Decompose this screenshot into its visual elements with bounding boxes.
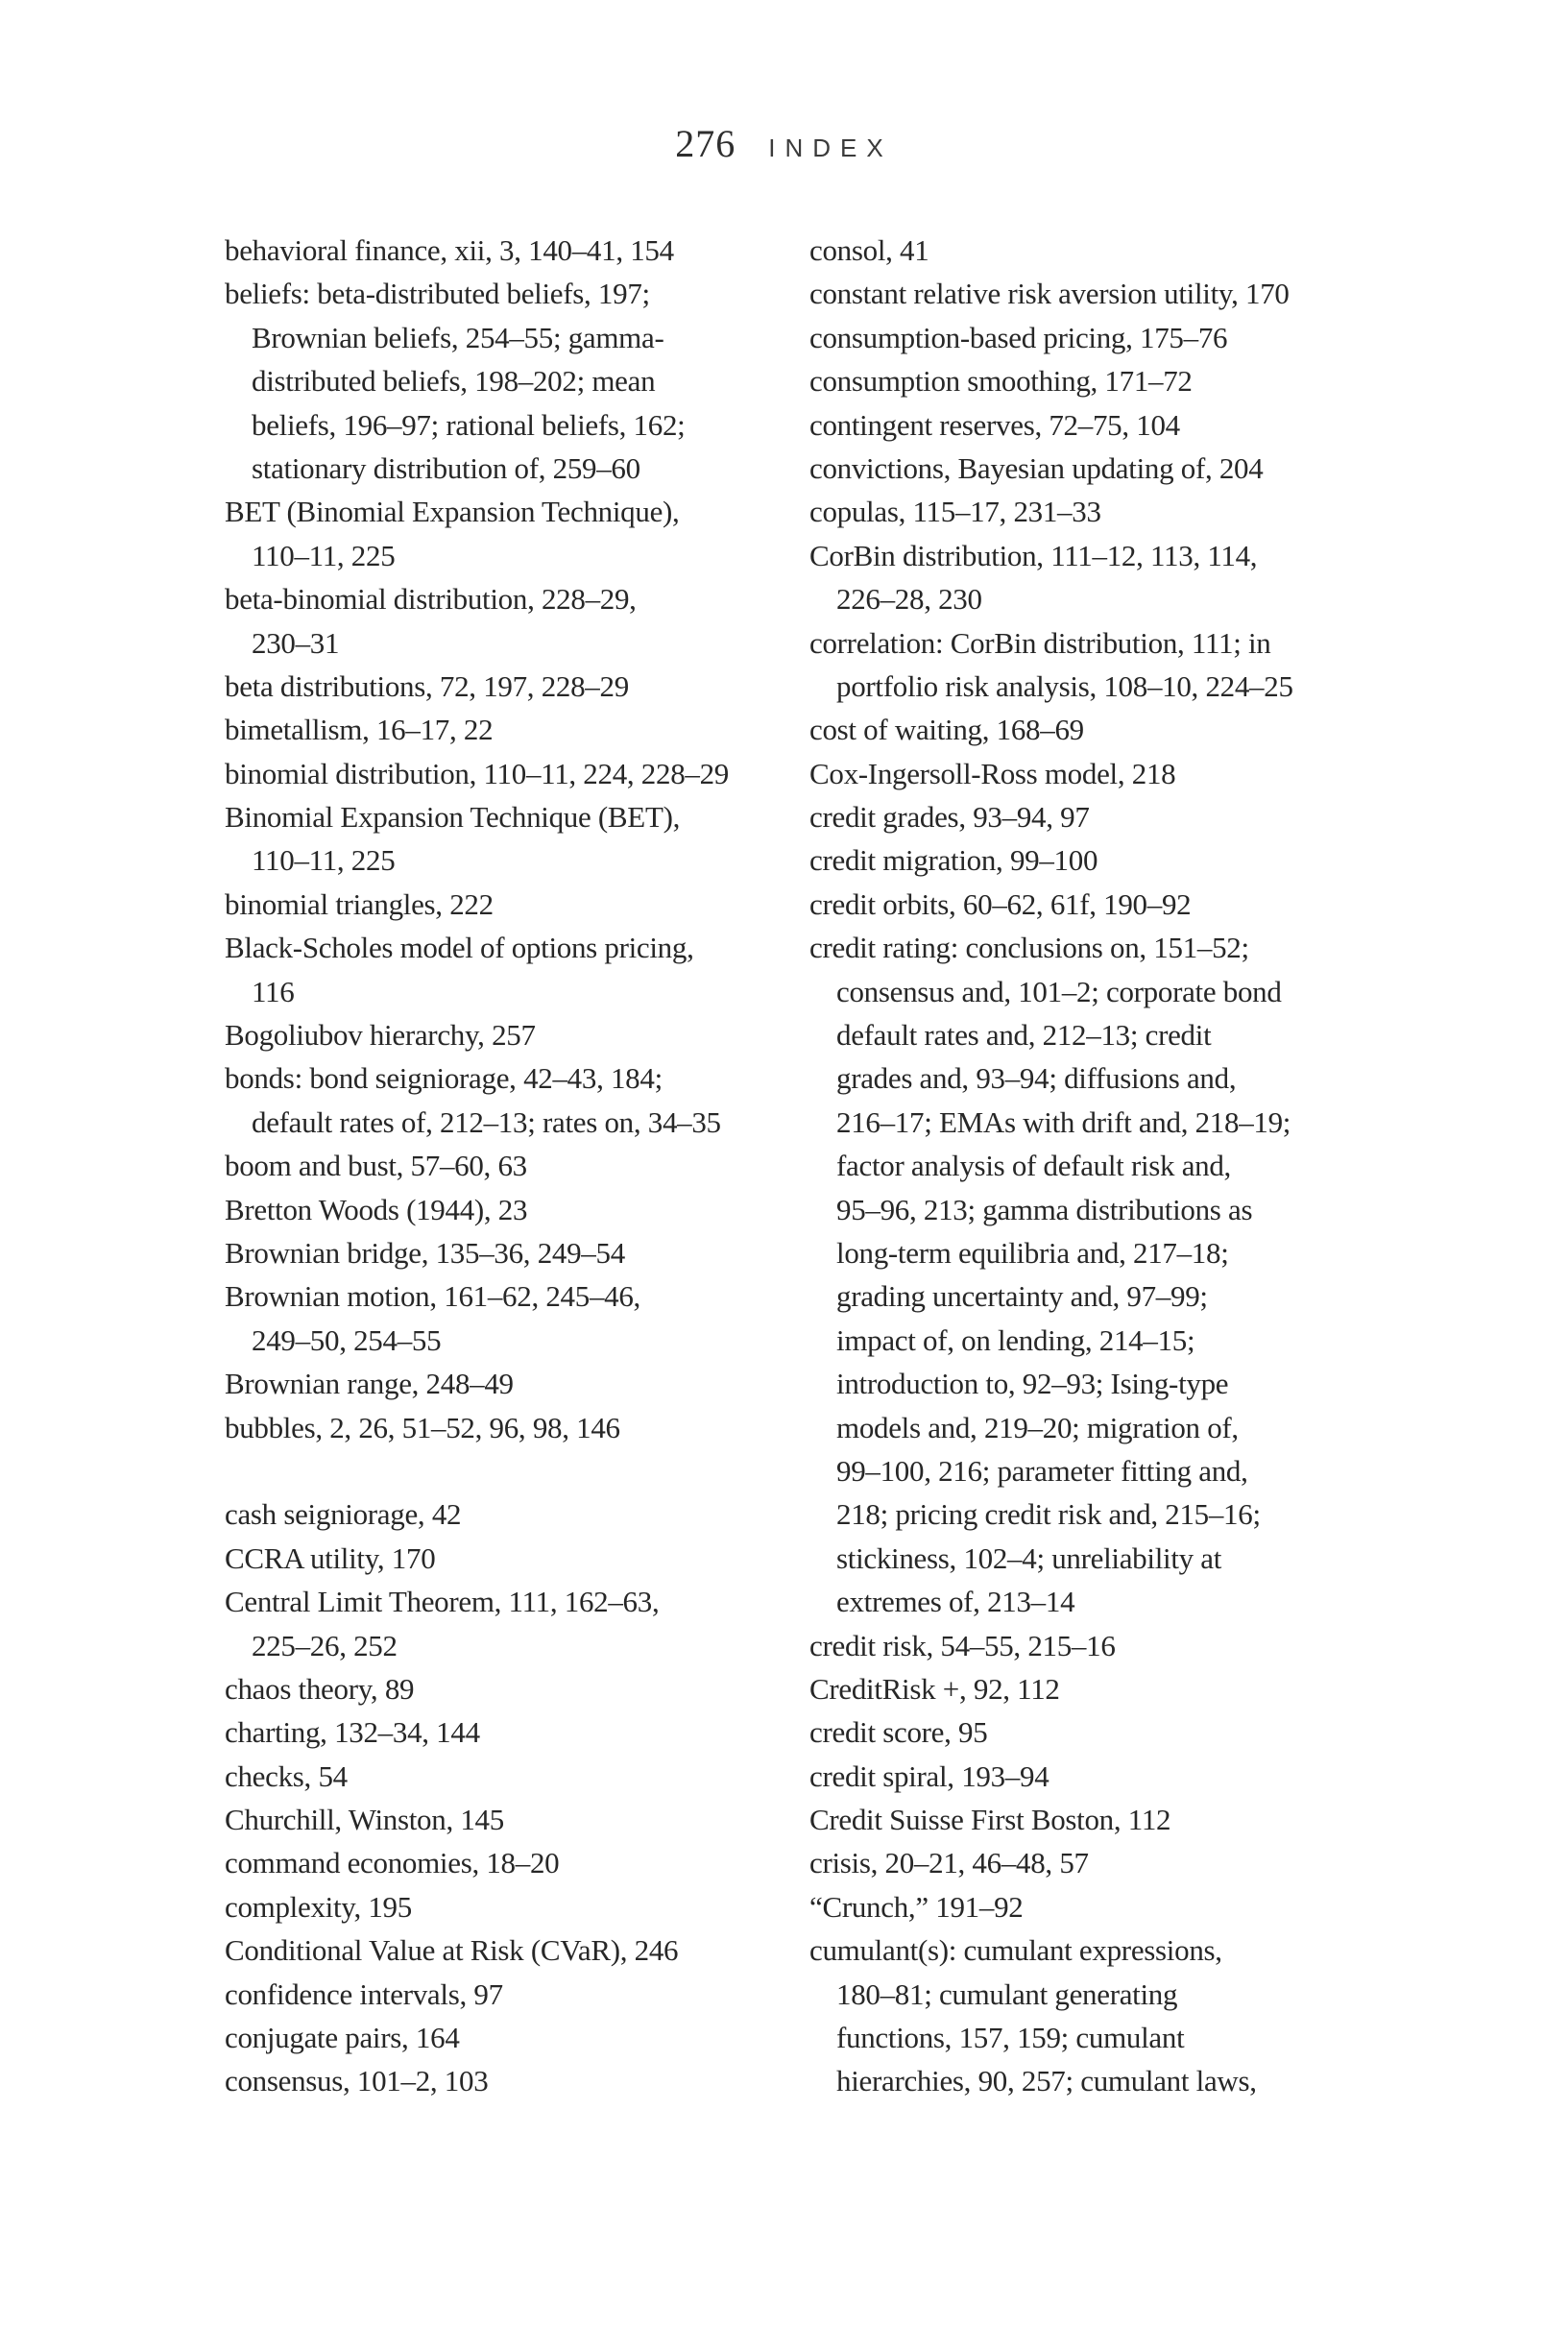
index-line: 225–26, 252	[252, 1628, 398, 1662]
index-line: constant relative risk aversion utility, 170	[809, 277, 1290, 311]
index-line: 180–81; cumulant generating	[836, 1976, 1178, 2011]
index-line: cost of waiting, 168–69	[809, 713, 1084, 747]
index-column-left	[225, 229, 777, 2103]
index-line: portfolio risk analysis, 108–10, 224–25	[836, 668, 1293, 703]
index-line: complexity, 195	[225, 1889, 412, 1924]
index-line: extremes of, 213–14	[836, 1585, 1075, 1619]
index-line: confidence intervals, 97	[225, 1976, 503, 2011]
index-line: Bretton Woods (1944), 23	[225, 1192, 528, 1226]
index-line: credit orbits, 60–62, 61f, 190–92	[809, 886, 1192, 921]
index-line: 226–28, 230	[836, 582, 982, 617]
index-line: consensus and, 101–2; corporate bond	[836, 974, 1282, 1008]
index-line: CorBin distribution, 111–12, 113, 114,	[809, 538, 1258, 572]
index-line: consumption-based pricing, 175–76	[809, 320, 1228, 354]
index-line: contingent reserves, 72–75, 104	[809, 407, 1180, 442]
index-line: models and, 219–20; migration of,	[836, 1410, 1239, 1444]
index-line: cumulant(s): cumulant expressions,	[809, 1933, 1222, 1968]
index-line: CreditRisk +, 92, 112	[809, 1671, 1060, 1706]
index-line: credit rating: conclusions on, 151–52;	[809, 931, 1249, 965]
index-line: credit spiral, 193–94	[809, 1758, 1049, 1793]
index-line: “Crunch,” 191–92	[809, 1889, 1024, 1924]
index-column-right	[809, 229, 1424, 2103]
index-line: Brownian bridge, 135–36, 249–54	[225, 1235, 625, 1270]
index-line: beta distributions, 72, 197, 228–29	[225, 668, 629, 703]
index-line: grading uncertainty and, 97–99;	[836, 1279, 1208, 1314]
page-title: INDEX	[768, 133, 893, 162]
index-line: factor analysis of default risk and,	[836, 1149, 1232, 1183]
index-line: Churchill, Winston, 145	[225, 1803, 504, 1837]
index-line: CCRA utility, 170	[225, 1540, 436, 1575]
index-line: credit migration, 99–100	[809, 843, 1098, 878]
index-line: Brownian motion, 161–62, 245–46,	[225, 1279, 640, 1314]
index-line: boom and bust, 57–60, 63	[225, 1149, 527, 1183]
index-line: BET (Binomial Expansion Technique),	[225, 495, 680, 529]
index-line: convictions, Bayesian updating of, 204	[809, 450, 1264, 485]
index-line: command economies, 18–20	[225, 1846, 560, 1880]
index-line: Black-Scholes model of options pricing,	[225, 931, 694, 965]
index-line: 249–50, 254–55	[252, 1322, 442, 1357]
index-line: 110–11, 225	[252, 538, 396, 572]
index-line: default rates and, 212–13; credit	[836, 1018, 1212, 1053]
index-line: hierarchies, 90, 257; cumulant laws,	[836, 2064, 1257, 2098]
index-line: Cox-Ingersoll-Ross model, 218	[809, 756, 1176, 790]
index-line: beta-binomial distribution, 228–29,	[225, 582, 637, 617]
index-line: Central Limit Theorem, 111, 162–63,	[225, 1585, 660, 1619]
index-line: Credit Suisse First Boston, 112	[809, 1803, 1171, 1837]
index-line: charting, 132–34, 144	[225, 1715, 480, 1750]
index-line: consol, 41	[809, 233, 929, 267]
index-line: crisis, 20–21, 46–48, 57	[809, 1846, 1089, 1880]
index-line: behavioral finance, xii, 3, 140–41, 154	[225, 233, 674, 267]
index-line: stationary distribution of, 259–60	[252, 450, 640, 485]
index-line: 116	[252, 974, 295, 1008]
index-line: 99–100, 216; parameter fitting and,	[836, 1453, 1248, 1488]
index-line: credit grades, 93–94, 97	[809, 800, 1090, 835]
index-line: chaos theory, 89	[225, 1671, 415, 1706]
index-line: default rates of, 212–13; rates on, 34–35	[252, 1104, 721, 1139]
index-line: distributed beliefs, 198–202; mean	[252, 364, 656, 399]
index-line: functions, 157, 159; cumulant	[836, 2021, 1185, 2055]
index-line: beliefs, 196–97; rational beliefs, 162;	[252, 407, 686, 442]
index-line: grades and, 93–94; diffusions and,	[836, 1061, 1237, 1096]
index-line: credit risk, 54–55, 215–16	[809, 1628, 1116, 1662]
index-line: checks, 54	[225, 1758, 348, 1793]
index-gap	[225, 1449, 777, 1492]
index-line: copulas, 115–17, 231–33	[809, 495, 1101, 529]
index-line: conjugate pairs, 164	[225, 2021, 460, 2055]
index-line: Brownian range, 248–49	[225, 1367, 514, 1401]
index-line: Brownian beliefs, 254–55; gamma-	[252, 320, 664, 354]
index-line: bubbles, 2, 26, 51–52, 96, 98, 146	[225, 1410, 620, 1444]
index-line: introduction to, 92–93; Ising-type	[836, 1367, 1229, 1401]
index-line: 218; pricing credit risk and, 215–16;	[836, 1497, 1261, 1532]
index-line: Binomial Expansion Technique (BET),	[225, 800, 681, 835]
index-line: credit score, 95	[809, 1715, 988, 1750]
index-line: bimetallism, 16–17, 22	[225, 713, 494, 747]
index-line: Conditional Value at Risk (CVaR), 246	[225, 1933, 679, 1968]
index-line: correlation: CorBin distribution, 111; in	[809, 625, 1271, 660]
index-line: stickiness, 102–4; unreliability at	[836, 1540, 1222, 1575]
index-line: cash seigniorage, 42	[225, 1497, 462, 1532]
index-line: 95–96, 213; gamma distributions as	[836, 1192, 1253, 1226]
index-line: 216–17; EMAs with drift and, 218–19;	[836, 1104, 1291, 1139]
index-line: Bogoliubov hierarchy, 257	[225, 1018, 536, 1053]
index-line: binomial triangles, 222	[225, 886, 494, 921]
index-line: consensus, 101–2, 103	[225, 2064, 489, 2098]
index-line: 230–31	[252, 625, 340, 660]
index-line: impact of, on lending, 214–15;	[836, 1322, 1195, 1357]
page-header	[0, 121, 1568, 166]
index-line: consumption smoothing, 171–72	[809, 364, 1193, 399]
index-line: bonds: bond seigniorage, 42–43, 184;	[225, 1061, 663, 1096]
index-line: 110–11, 225	[252, 843, 396, 878]
index-line: binomial distribution, 110–11, 224, 228–29	[225, 756, 730, 790]
page-number: 276	[675, 122, 736, 165]
index-line: beliefs: beta-distributed beliefs, 197;	[225, 277, 650, 311]
index-line: long-term equilibria and, 217–18;	[836, 1235, 1229, 1270]
